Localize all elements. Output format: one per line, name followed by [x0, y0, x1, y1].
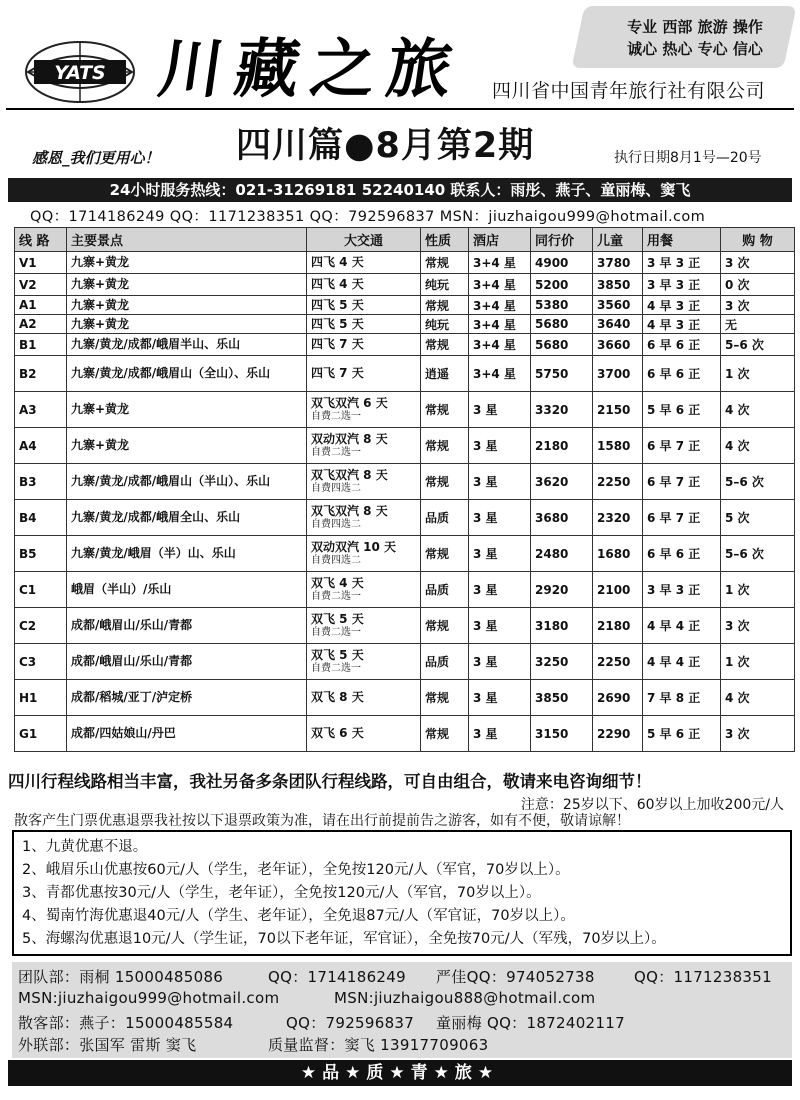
route-type: 常规 — [421, 716, 469, 752]
route-meals: 6 早 7 正 — [643, 464, 721, 500]
route-traffic — [307, 315, 421, 334]
route-sights: 九寨+黄龙 — [67, 392, 307, 428]
traffic-main: 双动双汽 8 天 — [311, 432, 388, 446]
traffic-optional-note: 自费四选二 — [311, 483, 361, 494]
route-price: 3620 — [531, 464, 593, 500]
route-meals: 3 早 3 正 — [643, 572, 721, 608]
route-child-price: 1580 — [593, 428, 643, 464]
header-price: 同行价 — [531, 228, 593, 252]
route-sights: 成都/峨眉山/乐山/青都 — [67, 644, 307, 680]
route-type: 品质 — [421, 572, 469, 608]
refund-intro: 散客产生门票优惠退票我社按以下退票政策为准，请在出行前提前告之游客，如有不便，敬请谅解！ — [14, 813, 630, 829]
slogan-line-2: 诚心 热心 专心 信心 — [627, 40, 763, 58]
route-code: A1 — [15, 296, 67, 315]
route-traffic — [307, 252, 421, 274]
contact-row-retail — [18, 1012, 625, 1033]
route-price: 4900 — [531, 252, 593, 274]
route-type: 纯玩 — [421, 274, 469, 296]
team-qq-3: QQ：1171238351 — [634, 968, 772, 986]
route-shopping: 3 次 — [721, 716, 795, 752]
route-code: A3 — [15, 392, 67, 428]
route-child-price: 2150 — [593, 392, 643, 428]
header-hotel: 酒店 — [469, 228, 531, 252]
age-surcharge-note: 注意：25岁以下、60岁以上加收200元/人 — [520, 797, 784, 813]
route-price: 5680 — [531, 334, 593, 356]
traffic-main: 四飞 7 天 — [311, 366, 364, 380]
issue-title: 四川篇●8月第2期 — [236, 126, 535, 166]
table-row — [15, 464, 795, 500]
route-sights: 九寨/黄龙/成都/峨眉全山、乐山 — [67, 500, 307, 536]
header-child: 儿童 — [593, 228, 643, 252]
contact-row-msn — [18, 989, 595, 1007]
header-route: 线 路 — [15, 228, 67, 252]
route-shopping: 无 — [721, 315, 795, 334]
route-price: 3180 — [531, 608, 593, 644]
route-code: H1 — [15, 680, 67, 716]
route-hotel: 3 星 — [469, 428, 531, 464]
route-code: B5 — [15, 536, 67, 572]
traffic-optional-note: 自费四选二 — [311, 555, 361, 566]
hotline-bar: 24小时服务热线：021-31269181 52240140 联系人：雨彤、燕子、童丽梅、窦飞 — [8, 178, 792, 202]
route-child-price: 2690 — [593, 680, 643, 716]
route-shopping: 3 次 — [721, 296, 795, 315]
route-meals: 3 早 3 正 — [643, 252, 721, 274]
route-type: 常规 — [421, 428, 469, 464]
route-meals: 6 早 6 正 — [643, 536, 721, 572]
msn-1: MSN:jiuzhaigou999@hotmail.com — [18, 989, 280, 1007]
header-traffic: 大交通 — [307, 228, 421, 252]
route-traffic — [307, 572, 421, 608]
route-shopping: 5–6 次 — [721, 464, 795, 500]
traffic-optional-note: 自费二选一 — [311, 591, 361, 602]
contact-panel — [12, 962, 792, 1058]
brand-title: 川藏之旅 — [153, 32, 469, 107]
route-sights: 九寨+黄龙 — [67, 252, 307, 274]
route-sights: 成都/四姑娘山/丹巴 — [67, 716, 307, 752]
route-meals: 6 早 6 正 — [643, 356, 721, 392]
refund-item: 4、蜀南竹海优惠退40元/人（学生、老年证），全免退87元/人（军官证，70岁以上）。 — [22, 908, 575, 924]
route-code: V2 — [15, 274, 67, 296]
table-row — [15, 296, 795, 315]
route-child-price: 3660 — [593, 334, 643, 356]
table-row — [15, 572, 795, 608]
route-sights: 九寨/黄龙/成都/峨眉半山、乐山 — [67, 334, 307, 356]
logo-text: YATS — [54, 62, 106, 84]
table-row — [15, 680, 795, 716]
route-code: B1 — [15, 334, 67, 356]
route-type: 品质 — [421, 500, 469, 536]
route-code: C1 — [15, 572, 67, 608]
table-row — [15, 716, 795, 752]
route-meals: 4 早 3 正 — [643, 315, 721, 334]
route-traffic — [307, 428, 421, 464]
route-child-price: 2250 — [593, 644, 643, 680]
route-type: 常规 — [421, 464, 469, 500]
route-shopping: 3 次 — [721, 608, 795, 644]
route-meals: 5 早 6 正 — [643, 716, 721, 752]
traffic-optional-note: 自费二选一 — [311, 663, 361, 674]
traffic-main: 四飞 7 天 — [311, 337, 364, 351]
route-sights: 九寨/黄龙/成都/峨眉山（全山）、乐山 — [67, 356, 307, 392]
route-shopping: 0 次 — [721, 274, 795, 296]
route-code: C3 — [15, 644, 67, 680]
route-meals: 3 早 3 正 — [643, 274, 721, 296]
retail-qq-2: 童丽梅 QQ：1872402117 — [436, 1014, 625, 1032]
route-sights: 九寨+黄龙 — [67, 428, 307, 464]
refund-item: 3、青都优惠按30元/人（学生，老年证），全免按120元/人（军官，70岁以上）。 — [22, 885, 541, 901]
table-row — [15, 500, 795, 536]
route-sights: 九寨+黄龙 — [67, 296, 307, 315]
route-sights: 九寨/黄龙/成都/峨眉山（半山）、乐山 — [67, 464, 307, 500]
traffic-main: 四飞 5 天 — [311, 316, 364, 331]
route-meals: 6 早 7 正 — [643, 428, 721, 464]
thanks-text: 感恩_我们更用心！ — [32, 149, 160, 167]
route-hotel: 3+4 星 — [469, 334, 531, 356]
table-row — [15, 428, 795, 464]
route-meals: 5 早 6 正 — [643, 392, 721, 428]
traffic-main: 双飞 4 天 — [311, 576, 364, 590]
route-type: 常规 — [421, 680, 469, 716]
traffic-main: 双飞 8 天 — [311, 690, 364, 704]
traffic-main: 双飞双汽 8 天 — [311, 504, 388, 518]
route-type: 常规 — [421, 252, 469, 274]
route-traffic — [307, 536, 421, 572]
route-shopping: 5–6 次 — [721, 334, 795, 356]
route-price: 2480 — [531, 536, 593, 572]
route-sights: 成都/峨眉山/乐山/青都 — [67, 608, 307, 644]
refund-item: 5、海螺沟优惠退10元/人（学生证，70以下老年证，军官证），全免按70元/人（军残，70岁以上）。 — [22, 931, 666, 947]
route-hotel: 3 星 — [469, 680, 531, 716]
route-hotel: 3+4 星 — [469, 296, 531, 315]
execution-date: 执行日期8月1号—20号 — [614, 150, 762, 166]
route-child-price: 3560 — [593, 296, 643, 315]
route-price: 2920 — [531, 572, 593, 608]
route-child-price: 1680 — [593, 536, 643, 572]
route-hotel: 3+4 星 — [469, 356, 531, 392]
slogan-line-1: 专业 西部 旅游 操作 — [627, 18, 763, 36]
route-price: 2180 — [531, 428, 593, 464]
route-hotel: 3 星 — [469, 500, 531, 536]
route-code: B3 — [15, 464, 67, 500]
route-code: V1 — [15, 252, 67, 274]
quality-supervision: 质量监督：窦飞 13917709063 — [268, 1036, 489, 1054]
table-row — [15, 644, 795, 680]
traffic-main: 双飞双汽 8 天 — [311, 468, 388, 482]
route-child-price: 2250 — [593, 464, 643, 500]
route-traffic — [307, 464, 421, 500]
route-meals: 7 早 8 正 — [643, 680, 721, 716]
traffic-main: 四飞 5 天 — [311, 297, 364, 312]
table-row — [15, 392, 795, 428]
refund-item: 1、九黄优惠不退。 — [22, 839, 148, 855]
contacts-line: QQ：1714186249 QQ：1171238351 QQ：792596837 MSN：jiuzhaigou999@hotmail.com — [30, 209, 706, 225]
route-code: C2 — [15, 608, 67, 644]
traffic-main: 双飞 5 天 — [311, 648, 364, 662]
route-hotel: 3 星 — [469, 644, 531, 680]
route-child-price: 2100 — [593, 572, 643, 608]
route-traffic — [307, 334, 421, 356]
route-meals: 4 早 4 正 — [643, 644, 721, 680]
route-traffic — [307, 716, 421, 752]
company-name: 四川省中国青年旅行社有限公司 — [492, 80, 766, 102]
route-sights: 成都/稻城/亚丁/泸定桥 — [67, 680, 307, 716]
route-traffic — [307, 680, 421, 716]
team-dept-contact: 团队部：雨桐 15000485086 — [18, 968, 224, 986]
header-type: 性质 — [421, 228, 469, 252]
route-code: B2 — [15, 356, 67, 392]
route-type: 品质 — [421, 644, 469, 680]
route-shopping: 3 次 — [721, 252, 795, 274]
route-shopping: 1 次 — [721, 572, 795, 608]
route-code: A4 — [15, 428, 67, 464]
route-traffic — [307, 392, 421, 428]
header-sights: 主要景点 — [67, 228, 307, 252]
route-type: 逍遥 — [421, 356, 469, 392]
route-hotel: 3 星 — [469, 716, 531, 752]
traffic-main: 双飞双汽 6 天 — [311, 396, 388, 410]
table-row — [15, 356, 795, 392]
traffic-main: 四飞 4 天 — [311, 255, 364, 269]
retail-qq-1: QQ：792596837 — [286, 1014, 415, 1032]
route-type: 纯玩 — [421, 315, 469, 334]
route-meals: 6 早 7 正 — [643, 500, 721, 536]
route-meals: 6 早 6 正 — [643, 334, 721, 356]
route-hotel: 3+4 星 — [469, 274, 531, 296]
route-code: G1 — [15, 716, 67, 752]
traffic-optional-note: 自费二选一 — [311, 627, 361, 638]
route-price: 5380 — [531, 296, 593, 315]
table-header-row — [15, 228, 795, 252]
route-meals: 4 早 4 正 — [643, 608, 721, 644]
table-row — [15, 608, 795, 644]
route-type: 常规 — [421, 608, 469, 644]
route-price: 3250 — [531, 644, 593, 680]
route-shopping: 5 次 — [721, 500, 795, 536]
route-shopping: 4 次 — [721, 680, 795, 716]
route-traffic — [307, 644, 421, 680]
route-type: 常规 — [421, 392, 469, 428]
route-traffic — [307, 296, 421, 315]
table-row — [15, 274, 795, 296]
route-child-price: 2320 — [593, 500, 643, 536]
route-sights: 峨眉（半山）/乐山 — [67, 572, 307, 608]
route-price: 5680 — [531, 315, 593, 334]
refund-policy-box — [12, 830, 792, 956]
route-shopping: 4 次 — [721, 392, 795, 428]
route-shopping: 4 次 — [721, 428, 795, 464]
traffic-main: 双动双汽 10 天 — [311, 540, 397, 554]
route-shopping: 1 次 — [721, 356, 795, 392]
route-meals: 4 早 3 正 — [643, 296, 721, 315]
route-hotel: 3 星 — [469, 608, 531, 644]
traffic-main: 双飞 5 天 — [311, 612, 364, 626]
route-hotel: 3 星 — [469, 464, 531, 500]
routes-table — [14, 227, 795, 752]
route-price: 3680 — [531, 500, 593, 536]
route-sights: 九寨/黄龙/峨眉（半）山、乐山 — [67, 536, 307, 572]
route-hotel: 3 星 — [469, 392, 531, 428]
route-type: 常规 — [421, 536, 469, 572]
traffic-main: 四飞 4 天 — [311, 277, 364, 291]
contact-row-liaison — [18, 1034, 488, 1055]
route-hotel: 3+4 星 — [469, 252, 531, 274]
route-code: B4 — [15, 500, 67, 536]
route-traffic — [307, 274, 421, 296]
retail-dept-contact: 散客部：燕子：15000485584 — [18, 1014, 234, 1032]
table-row — [15, 334, 795, 356]
route-child-price: 3850 — [593, 274, 643, 296]
route-traffic — [307, 356, 421, 392]
traffic-optional-note: 自费二选一 — [311, 447, 361, 458]
traffic-optional-note: 自费四选二 — [311, 519, 361, 530]
route-type: 常规 — [421, 296, 469, 315]
route-sights: 九寨+黄龙 — [67, 274, 307, 296]
route-hotel: 3 星 — [469, 536, 531, 572]
team-qq-2: 严佳QQ：974052738 — [436, 968, 595, 986]
route-hotel: 3+4 星 — [469, 315, 531, 334]
route-child-price: 3640 — [593, 315, 643, 334]
route-price: 3850 — [531, 680, 593, 716]
route-price: 3150 — [531, 716, 593, 752]
route-traffic — [307, 500, 421, 536]
liaison-dept: 外联部：张国军 雷斯 窦飞 — [18, 1036, 197, 1054]
table-row — [15, 252, 795, 274]
route-price: 5750 — [531, 356, 593, 392]
route-shopping: 1 次 — [721, 644, 795, 680]
route-child-price: 3780 — [593, 252, 643, 274]
route-child-price: 2290 — [593, 716, 643, 752]
route-child-price: 2180 — [593, 608, 643, 644]
route-sights: 九寨+黄龙 — [67, 315, 307, 334]
header-divider — [6, 108, 794, 110]
refund-item: 2、峨眉乐山优惠按60元/人（学生，老年证），全免按120元/人（军官，70岁以上）。 — [22, 862, 570, 878]
route-hotel: 3 星 — [469, 572, 531, 608]
header — [0, 0, 800, 118]
header-meals: 用餐 — [643, 228, 721, 252]
contact-row-team — [18, 966, 772, 987]
route-shopping: 5–6 次 — [721, 536, 795, 572]
route-traffic — [307, 608, 421, 644]
team-qq-1: QQ：1714186249 — [268, 968, 406, 986]
yats-logo-icon — [24, 40, 136, 104]
route-price: 3320 — [531, 392, 593, 428]
itinerary-note: 四川行程线路相当丰富，我社另备多条团队行程线路，可自由组合，敬请来电咨询细节！ — [8, 772, 652, 791]
route-type: 常规 — [421, 334, 469, 356]
footer-slogan: ★品★质★青★旅★ — [8, 1060, 792, 1086]
table-row — [15, 315, 795, 334]
route-child-price: 3700 — [593, 356, 643, 392]
header-shopping: 购 物 — [721, 228, 795, 252]
route-price: 5200 — [531, 274, 593, 296]
traffic-main: 双飞 6 天 — [311, 726, 364, 740]
route-code: A2 — [15, 315, 67, 334]
msn-2: MSN:jiuzhaigou888@hotmail.com — [334, 989, 596, 1007]
table-row — [15, 536, 795, 572]
traffic-optional-note: 自费二选一 — [311, 411, 361, 422]
